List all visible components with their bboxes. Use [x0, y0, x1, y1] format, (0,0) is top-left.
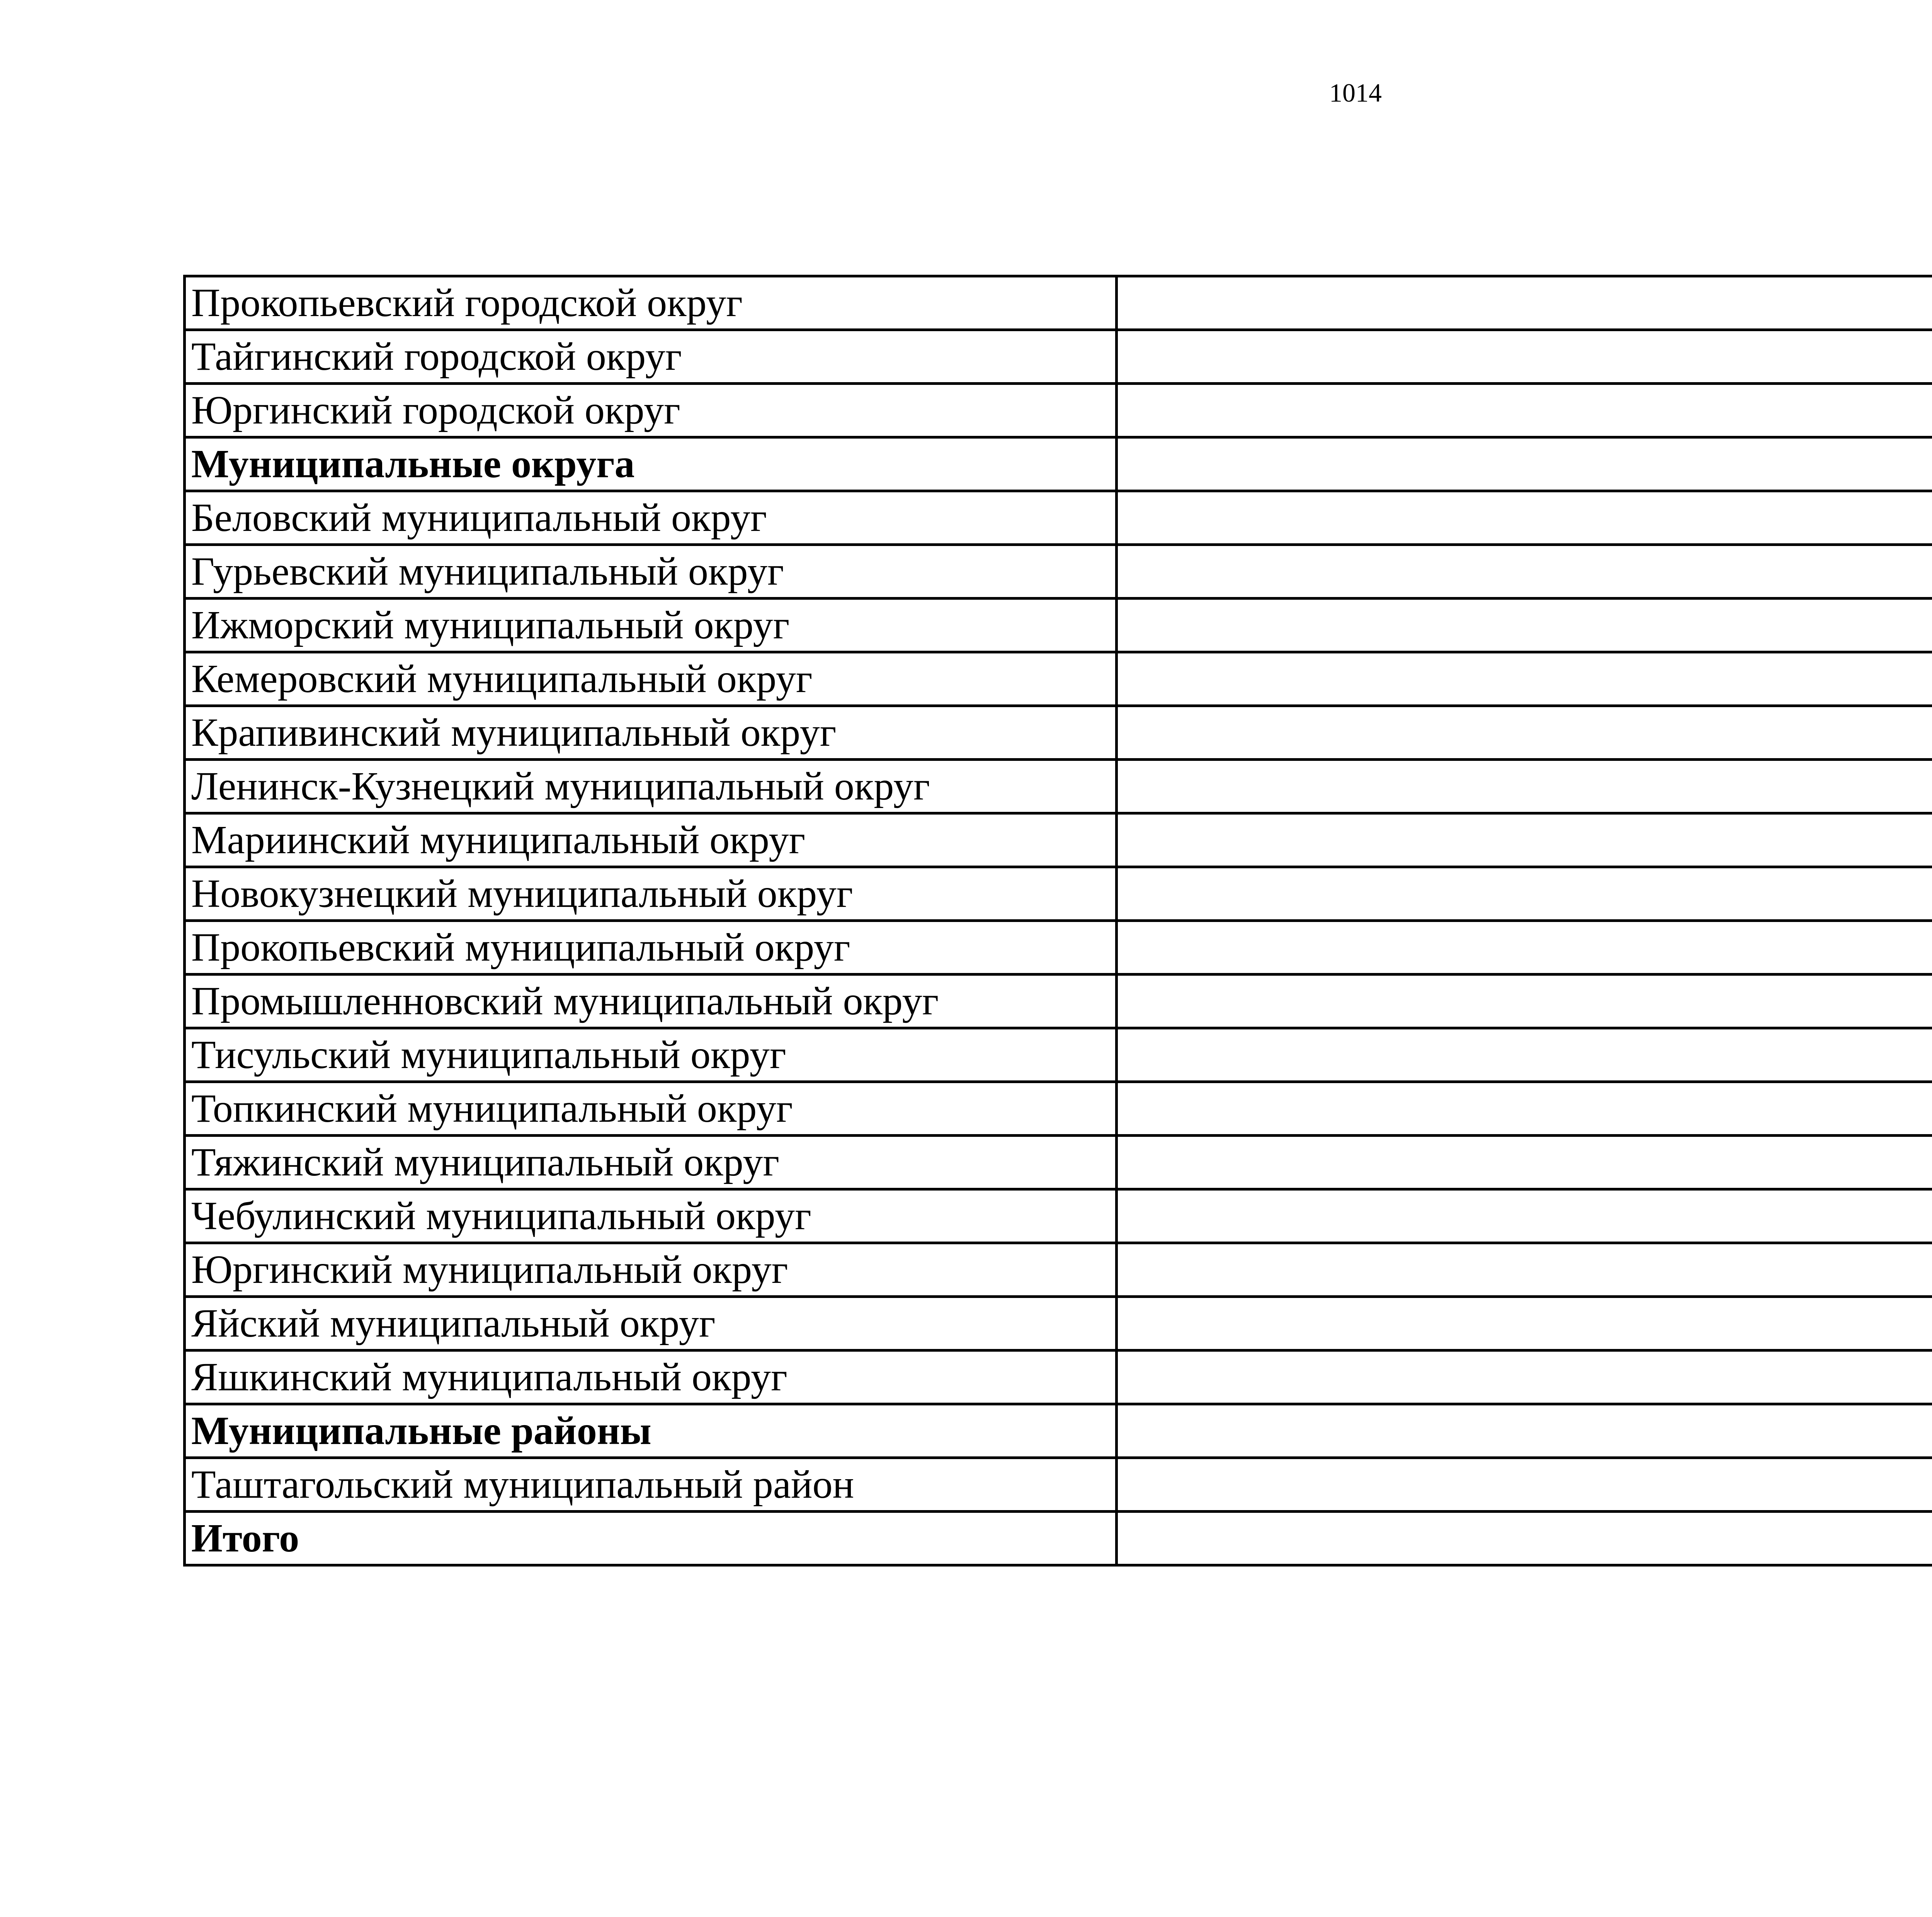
row-value-cell	[1117, 760, 1932, 813]
row-name-cell: Итого	[185, 1512, 1117, 1565]
row-name-cell: Гурьевский муниципальный округ	[185, 545, 1117, 599]
row-value-cell	[1117, 437, 1932, 491]
row-name-cell: Муниципальные округа	[185, 437, 1117, 491]
table-row-summary	[185, 1512, 1932, 1565]
data-table	[183, 275, 1932, 1567]
row-value-cell	[1117, 545, 1932, 599]
row-name-cell: Чебулинский муниципальный округ	[185, 1189, 1117, 1243]
table-row	[185, 1243, 1932, 1297]
row-name-cell: Крапивинский муниципальный округ	[185, 706, 1117, 760]
row-name-cell: Яйский муниципальный округ	[185, 1297, 1117, 1351]
table-row	[185, 1458, 1932, 1512]
row-value-cell	[1117, 706, 1932, 760]
row-value-cell	[1117, 867, 1932, 921]
row-name-cell: Мариинский муниципальный округ	[185, 813, 1117, 867]
row-value-cell	[1117, 1136, 1932, 1189]
table-row	[185, 599, 1932, 652]
table-body	[185, 276, 1932, 1565]
table-row	[185, 1351, 1932, 1404]
row-value-cell	[1117, 921, 1932, 975]
row-value-cell	[1117, 330, 1932, 384]
row-name-cell: Новокузнецкий муниципальный округ	[185, 867, 1117, 921]
table-row	[185, 867, 1932, 921]
page-number: 1014	[1329, 78, 1382, 107]
row-name-cell: Юргинский муниципальный округ	[185, 1243, 1117, 1297]
table-row	[185, 1028, 1932, 1082]
table-row	[185, 330, 1932, 384]
table-row	[185, 652, 1932, 706]
row-value-cell	[1117, 1297, 1932, 1351]
row-name-cell: Тисульский муниципальный округ	[185, 1028, 1117, 1082]
row-value-cell	[1117, 813, 1932, 867]
row-value-cell	[1117, 1189, 1932, 1243]
table-row	[185, 1082, 1932, 1136]
row-name-cell: Кемеровский муниципальный округ	[185, 652, 1117, 706]
row-value-cell	[1117, 1512, 1932, 1565]
table-row	[185, 384, 1932, 437]
row-name-cell: Прокопьевский городской округ	[185, 276, 1117, 330]
row-value-cell	[1117, 1404, 1932, 1458]
row-name-cell: Ленинск-Кузнецкий муниципальный округ	[185, 760, 1117, 813]
table-row	[185, 975, 1932, 1028]
row-name-cell: Юргинский городской округ	[185, 384, 1117, 437]
table-row	[185, 706, 1932, 760]
table-row	[185, 1189, 1932, 1243]
row-name-cell: Промышленновский муниципальный округ	[185, 975, 1117, 1028]
table-row	[185, 760, 1932, 813]
row-name-cell: Прокопьевский муниципальный округ	[185, 921, 1117, 975]
row-name-cell: Ижморский муниципальный округ	[185, 599, 1117, 652]
row-name-cell: Тяжинский муниципальный округ	[185, 1136, 1117, 1189]
row-name-cell: Яшкинский муниципальный округ	[185, 1351, 1117, 1404]
row-name-cell: Беловский муниципальный округ	[185, 491, 1117, 545]
row-value-cell	[1117, 1458, 1932, 1512]
table-row-summary	[185, 437, 1932, 491]
row-value-cell	[1117, 384, 1932, 437]
row-value-cell	[1117, 652, 1932, 706]
row-value-cell	[1117, 491, 1932, 545]
row-value-cell	[1117, 276, 1932, 330]
table-row	[185, 921, 1932, 975]
table-row	[185, 1297, 1932, 1351]
table-row	[185, 276, 1932, 330]
row-value-cell	[1117, 1028, 1932, 1082]
row-value-cell	[1117, 1351, 1932, 1404]
table-row	[185, 813, 1932, 867]
row-value-cell	[1117, 599, 1932, 652]
row-value-cell	[1117, 1243, 1932, 1297]
row-value-cell	[1117, 975, 1932, 1028]
row-name-cell: Тайгинский городской округ	[185, 330, 1117, 384]
row-name-cell: Топкинский муниципальный округ	[185, 1082, 1117, 1136]
row-name-cell: Таштагольский муниципальный район	[185, 1458, 1117, 1512]
table-row	[185, 545, 1932, 599]
row-name-cell: Муниципальные районы	[185, 1404, 1117, 1458]
table-row	[185, 491, 1932, 545]
row-value-cell	[1117, 1082, 1932, 1136]
table-row-summary	[185, 1404, 1932, 1458]
table-row	[185, 1136, 1932, 1189]
